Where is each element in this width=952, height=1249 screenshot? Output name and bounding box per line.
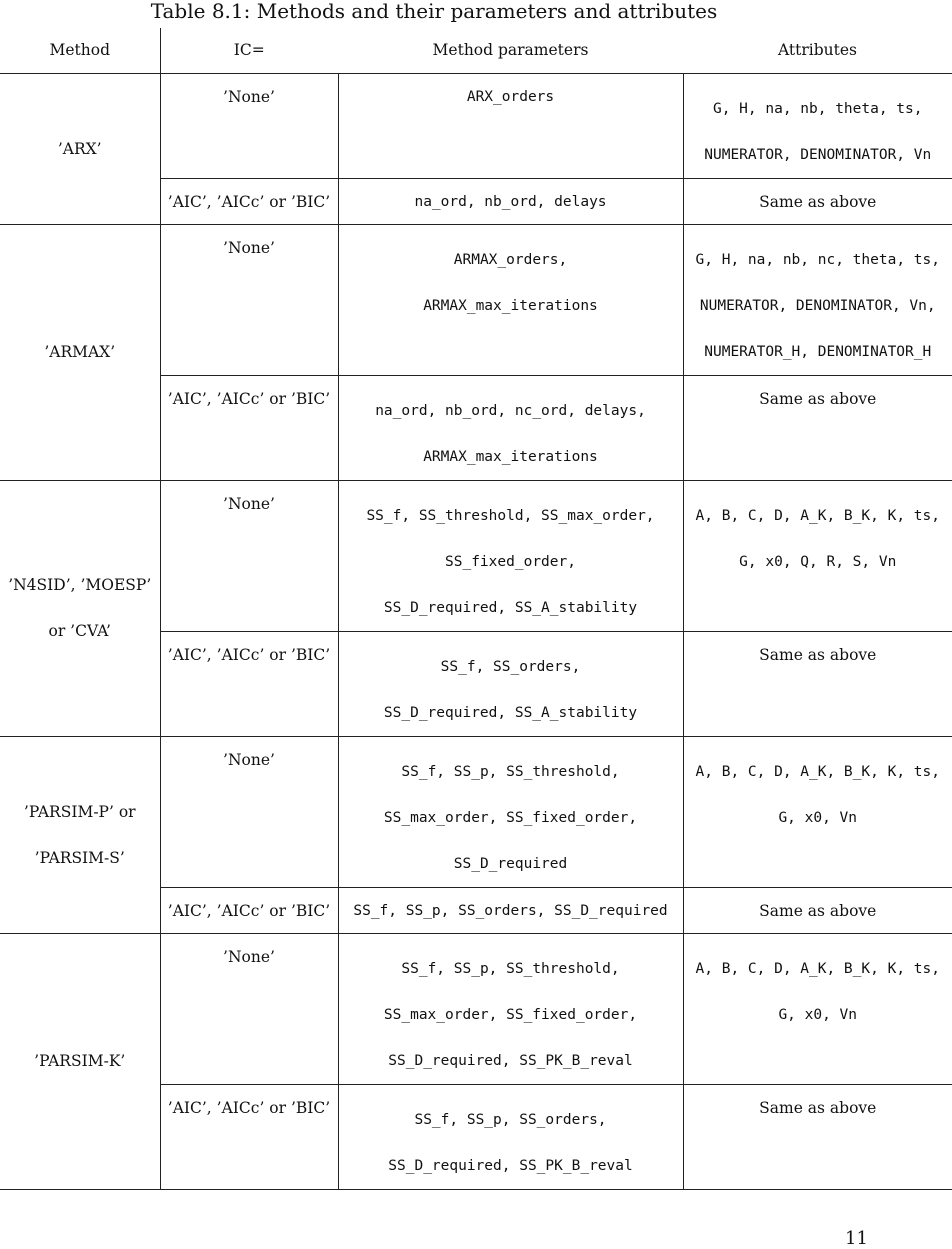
method-parameters-cell [338,375,683,480]
ic-value: ’AIC’, ’AICc’ or ’BIC’ [167,389,331,408]
parameters-lines [343,644,679,736]
method-parameters-cell [338,480,683,631]
method-parameters-cell [338,73,683,178]
attribute-line: Same as above [759,645,877,664]
attribute-line: G, x0, Q, R, S, Vn [739,553,897,570]
parameter-line: SS_f, SS_orders, [440,658,581,675]
ic-value: ’None’ [223,87,275,106]
attributes-lines [688,644,949,666]
parameters-lines [343,388,679,480]
parameter-line: SS_D_required, SS_PK_B_reval [388,1052,633,1069]
parameter-line: SS_max_order, SS_fixed_order, [383,1006,638,1023]
ic-value: ’None’ [223,947,275,966]
table-row [0,933,952,1084]
parameter-line: SS_D_required, SS_A_stability [383,599,638,616]
table-row [0,224,952,375]
attribute-line: Same as above [759,389,877,408]
header-method-parameters: Method parameters [338,28,683,73]
table-row [0,73,952,178]
method-parameters-cell [338,933,683,1084]
parameter-line: SS_max_order, SS_fixed_order, [383,809,638,826]
methods-table [0,28,952,1190]
attribute-line: Same as above [759,1098,877,1117]
attributes-cell [683,887,952,933]
method-name-line: or ’CVA’ [48,622,111,640]
attributes-lines [688,749,949,841]
method-cell [0,736,160,933]
parameter-line: SS_f, SS_p, SS_threshold, [401,763,620,780]
method-parameters-cell [338,178,683,224]
attribute-line: A, B, C, D, A_K, B_K, K, ts, [695,763,940,780]
ic-cell [160,73,338,178]
parameter-line: SS_f, SS_threshold, SS_max_order, [366,507,655,524]
method-cell [0,224,160,480]
method-parameters-cell [338,887,683,933]
parameters-lines [343,1097,679,1189]
method-name-line: ’PARSIM-S’ [34,848,125,867]
attribute-line: A, B, C, D, A_K, B_K, K, ts, [695,507,940,524]
ic-value: ’None’ [223,750,275,769]
parameter-line: ARMAX_max_iterations [423,448,598,465]
attribute-line: NUMERATOR, DENOMINATOR, Vn, [699,297,936,314]
method-name-line: ’ARX’ [57,139,102,158]
ic-cell [160,933,338,1084]
parameter-line: SS_D_required, SS_PK_B_reval [388,1157,633,1174]
method-parameters-cell [338,631,683,736]
attributes-cell [683,480,952,631]
ic-cell [160,887,338,933]
attributes-cell [683,933,952,1084]
method-name-line: ’N4SID’, ’MOESP’ [8,576,152,594]
attribute-line: G, H, na, nb, nc, theta, ts, [695,251,940,268]
method-cell [0,73,160,224]
ic-value: ’None’ [223,494,275,513]
attributes-cell [683,375,952,480]
attributes-lines [688,86,949,178]
attributes-cell [683,631,952,736]
method-parameters-cell [338,736,683,887]
attribute-line: A, B, C, D, A_K, B_K, K, ts, [695,960,940,977]
method-name-line: ’PARSIM-P’ or [23,802,136,821]
ic-cell [160,178,338,224]
parameters-lines [343,946,679,1084]
table-header-row [0,28,952,73]
parameters-lines [343,493,679,631]
attributes-cell [683,736,952,887]
ic-cell [160,375,338,480]
parameter-line: SS_f, SS_p, SS_threshold, [401,960,620,977]
attribute-line: G, H, na, nb, theta, ts, [712,100,923,117]
ic-cell [160,224,338,375]
table-row [0,480,952,631]
attribute-line: NUMERATOR_H, DENOMINATOR_H [704,343,932,360]
ic-cell [160,736,338,887]
ic-value: ’None’ [223,238,275,257]
attributes-cell [683,224,952,375]
parameters-lines [343,86,679,108]
method-parameters-cell [338,224,683,375]
attributes-lines [688,388,949,410]
parameters-lines [343,237,679,329]
attribute-line: G, x0, Vn [778,1006,858,1023]
parameter-line: SS_D_required [453,855,568,872]
page-number: 11 [845,1228,868,1249]
attributes-cell [683,178,952,224]
parameters-lines [343,191,679,213]
method-name-line: ’PARSIM-K’ [34,1052,126,1070]
method-cell [0,933,160,1189]
attributes-lines [688,1097,949,1119]
attributes-lines [688,493,949,585]
ic-value: ’AIC’, ’AICc’ or ’BIC’ [167,192,331,211]
ic-value: ’AIC’, ’AICc’ or ’BIC’ [167,901,331,920]
attributes-lines [688,900,949,922]
parameters-lines [343,900,679,922]
ic-cell [160,1084,338,1189]
ic-value: ’AIC’, ’AICc’ or ’BIC’ [167,645,331,664]
parameter-line: SS_D_required, SS_A_stability [383,704,638,721]
attributes-lines [688,946,949,1038]
header-attributes: Attributes [683,28,952,73]
ic-value: ’AIC’, ’AICc’ or ’BIC’ [167,1098,331,1117]
parameter-line: na_ord, nb_ord, nc_ord, delays, [375,402,646,419]
parameters-lines [343,749,679,887]
attribute-line: Same as above [759,901,877,920]
header-method: Method [0,28,160,73]
ic-cell [160,480,338,631]
parameter-line: SS_f, SS_p, SS_orders, [414,1111,607,1128]
header-ic: IC= [160,28,338,73]
attributes-lines [688,191,949,213]
parameter-line: ARX_orders [466,88,555,105]
parameter-line: ARMAX_orders, [453,251,568,268]
attributes-cell [683,1084,952,1189]
attributes-cell [683,73,952,178]
table-row [0,736,952,887]
attribute-line: NUMERATOR, DENOMINATOR, Vn [704,146,932,163]
attribute-line: G, x0, Vn [778,809,858,826]
table-caption: Table 8.1: Methods and their parameters and attributes [150,0,718,23]
attribute-line: Same as above [759,192,877,211]
method-parameters-cell [338,1084,683,1189]
method-cell [0,480,160,736]
ic-cell [160,631,338,736]
parameter-line: SS_f, SS_p, SS_orders, SS_D_required [353,902,668,919]
parameter-line: ARMAX_max_iterations [423,297,598,314]
table-body [0,73,952,1189]
method-name-line: ’ARMAX’ [44,343,116,361]
parameter-line: SS_fixed_order, [445,553,576,570]
parameter-line: na_ord, nb_ord, delays [414,193,607,210]
attributes-lines [688,237,949,375]
